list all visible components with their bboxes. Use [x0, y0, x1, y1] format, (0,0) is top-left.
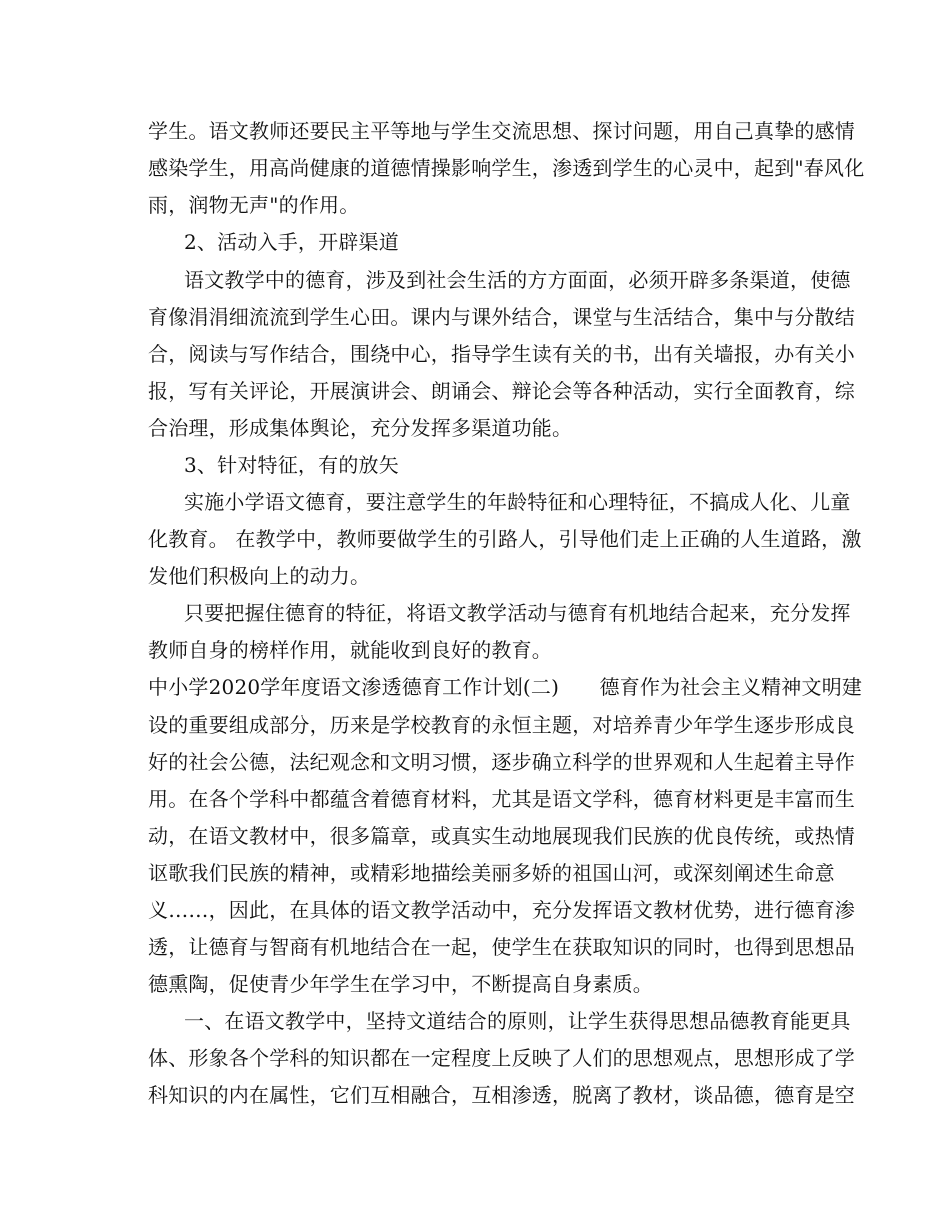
- text-line: 德熏陶，促使青少年学生在学习中，不断提高自身素质。: [148, 972, 653, 996]
- section-heading: 3、针对特征，有的放矢: [184, 453, 399, 477]
- text-line: 动，在语文教材中，很多篇章，或真实生动地展现我们民族的优良传统，或热情: [148, 824, 855, 848]
- document-title-line: 中小学2020学年度语文渗透德育工作计划(二) 德育作为社会主义精神文明建: [148, 675, 863, 699]
- text-line: 好的社会公德，法纪观念和文明习惯，逐步确立科学的世界观和人生起着主导作: [148, 750, 855, 774]
- text-line: 透，让德育与智商有机地结合在一起，使学生在获取知识的同时，也得到思想品: [148, 935, 855, 959]
- text-line: 用。在各个学科中都蕴含着德育材料，尤其是语文学科，德育材料更是丰富而生: [148, 787, 855, 811]
- text-line: 设的重要组成部分，历来是学校教育的永恒主题，对培养青少年学生逐步形成良: [148, 713, 855, 737]
- text-line: 合治理，形成集体舆论，充分发挥多渠道功能。: [148, 416, 573, 440]
- text-line: 实施小学语文德育，要注意学生的年龄特征和心理特征，不搞成人化、儿童: [184, 490, 851, 514]
- text-line: 科知识的内在属性，它们互相融合，互相渗透，脱离了教材，谈品德，德育是空: [148, 1083, 855, 1107]
- text-line: 育像涓涓细流流到学生心田。课内与课外结合，课堂与生活结合，集中与分散结: [148, 305, 855, 329]
- text-line: 学生。语文教师还要民主平等地与学生交流思想、探讨问题，用自己真挚的感情: [148, 119, 855, 143]
- text-line: 合，阅读与写作结合，围绕中心，指导学生读有关的书，出有关墙报，办有关小: [148, 342, 855, 366]
- text-line: 语文教学中的德育，涉及到社会生活的方方面面，必须开辟多条渠道，使德: [184, 268, 851, 292]
- text-line: 一、在语文教学中，坚持文道结合的原则，让学生获得思想品德教育能更具: [184, 1009, 851, 1033]
- text-line: 只要把握住德育的特征，将语文教学活动与德育有机地结合起来，充分发挥: [184, 601, 851, 625]
- text-line: 雨，润物无声"的作用。: [148, 193, 360, 217]
- section-heading: 2、活动入手，开辟渠道: [184, 230, 399, 254]
- text-line: 报，写有关评论，开展演讲会、朗诵会、辩论会等各种活动，实行全面教育，综: [148, 379, 855, 403]
- text-line: 发他们积极向上的动力。: [148, 564, 371, 588]
- text-line: 化教育。 在教学中，教师要做学生的引路人，引导他们走上正确的人生道路，激: [148, 527, 862, 551]
- text-line: 义……，因此，在具体的语文教学活动中，充分发挥语文教材优势，进行德育渗: [148, 898, 855, 922]
- text-line: 教师自身的榜样作用，就能收到良好的教育。: [148, 638, 552, 662]
- text-line: 讴歌我们民族的精神，或精彩地描绘美丽多娇的祖国山河，或深刻阐述生命意: [148, 861, 835, 885]
- text-line: 感染学生，用高尚健康的道德情操影响学生，渗透到学生的心灵中，起到"春风化: [148, 156, 865, 180]
- text-line: 体、形象各个学科的知识都在一定程度上反映了人们的思想观点，思想形成了学: [148, 1046, 855, 1070]
